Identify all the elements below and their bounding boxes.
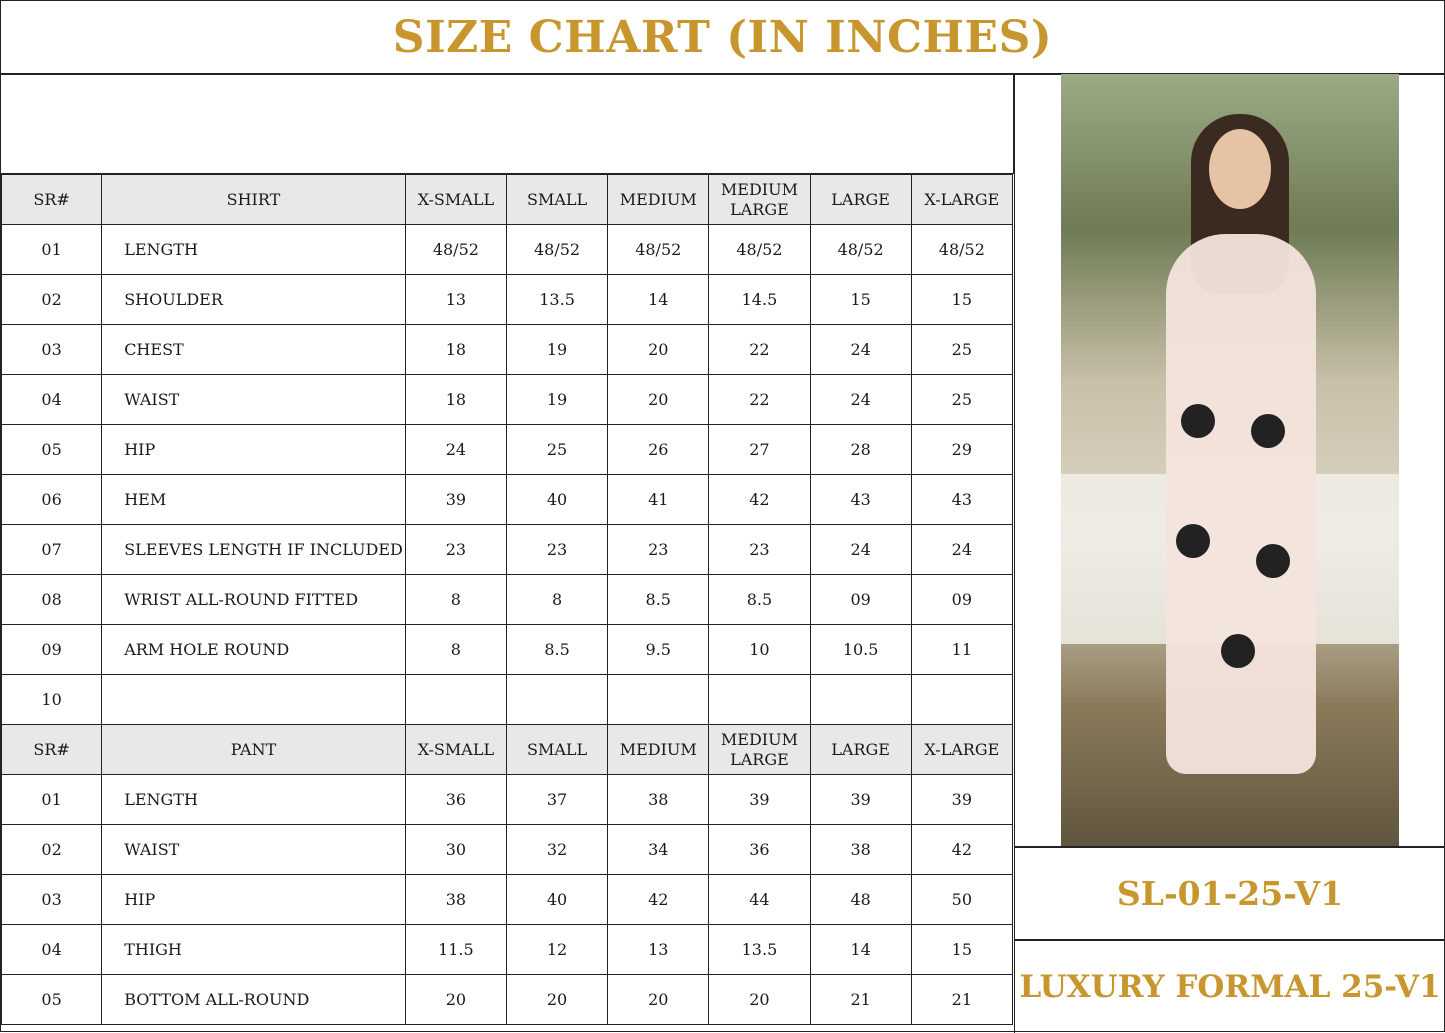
measurement-value: 38 [608, 775, 709, 825]
measurement-value: 38 [810, 825, 911, 875]
measurement-value: 13 [405, 275, 506, 325]
measurement-value [810, 675, 911, 725]
pant-sr-header: SR# [2, 725, 102, 775]
page-title: SIZE CHART (IN INCHES) [392, 11, 1053, 63]
measurement-value: 13.5 [506, 275, 607, 325]
measurement-value: 10.5 [810, 625, 911, 675]
measurement-value: 09 [810, 575, 911, 625]
measurement-value: 20 [608, 975, 709, 1025]
title-bar [1, 1, 1444, 75]
measurement-value: 13 [608, 925, 709, 975]
measurement-value: 40 [506, 475, 607, 525]
row-number: 07 [2, 525, 102, 575]
shirt-row [2, 225, 1013, 275]
row-number: 04 [2, 375, 102, 425]
measurement-value: 8.5 [709, 575, 810, 625]
measurement-value: 32 [506, 825, 607, 875]
measurement-value: 23 [405, 525, 506, 575]
model-photo [1061, 74, 1399, 846]
measurement-value: 20 [608, 375, 709, 425]
measurement-value: 18 [405, 375, 506, 425]
row-number: 05 [2, 425, 102, 475]
shirt-name-header: SHIRT [102, 175, 406, 225]
measurement-value: 39 [405, 475, 506, 525]
measurement-value: 23 [608, 525, 709, 575]
product-photo-panel [1014, 74, 1445, 846]
measurement-value: 40 [506, 875, 607, 925]
photo-dress [1166, 234, 1316, 774]
measurement-value: 22 [709, 325, 810, 375]
measurement-value: 09 [911, 575, 1012, 625]
measurement-value: 23 [506, 525, 607, 575]
shirt-row [2, 575, 1013, 625]
measurement-value: 26 [608, 425, 709, 475]
measurement-value: 21 [810, 975, 911, 1025]
measurement-value: 20 [608, 325, 709, 375]
size-header-5: LARGE [810, 725, 911, 775]
measurement-name: SHOULDER [102, 275, 406, 325]
shirt-header-row [2, 175, 1013, 225]
measurement-value: 43 [911, 475, 1012, 525]
measurement-name: HIP [102, 425, 406, 475]
measurement-value: 12 [506, 925, 607, 975]
measurement-value: 28 [810, 425, 911, 475]
row-number: 02 [2, 275, 102, 325]
size-chart-table [1, 174, 1013, 1025]
blank-band [1, 74, 1014, 174]
measurement-value: 34 [608, 825, 709, 875]
measurement-value: 15 [911, 925, 1012, 975]
measurement-value: 48/52 [810, 225, 911, 275]
measurement-value [405, 675, 506, 725]
measurement-value: 43 [810, 475, 911, 525]
measurement-value: 24 [911, 525, 1012, 575]
pant-row [2, 875, 1013, 925]
measurement-value: 10 [709, 625, 810, 675]
measurement-value: 20 [709, 975, 810, 1025]
pant-header-row [2, 725, 1013, 775]
size-header-4: MEDIUM LARGE [709, 725, 810, 775]
measurement-value: 21 [911, 975, 1012, 1025]
product-code-box [1014, 846, 1445, 939]
collection-box [1014, 939, 1445, 1033]
measurement-value: 41 [608, 475, 709, 525]
measurement-value: 36 [405, 775, 506, 825]
measurement-value: 23 [709, 525, 810, 575]
shirt-sr-header: SR# [2, 175, 102, 225]
size-header-2: SMALL [506, 725, 607, 775]
measurement-name: WRIST ALL-ROUND FITTED [102, 575, 406, 625]
measurement-name: LENGTH [102, 775, 406, 825]
collection-name: LUXURY FORMAL 25-V1 [1019, 969, 1441, 1005]
measurement-value: 36 [709, 825, 810, 875]
measurement-value: 14.5 [709, 275, 810, 325]
measurement-name: BOTTOM ALL-ROUND [102, 975, 406, 1025]
size-header-1: X-SMALL [405, 175, 506, 225]
measurement-value: 11.5 [405, 925, 506, 975]
measurement-name: THIGH [102, 925, 406, 975]
measurement-value: 8.5 [506, 625, 607, 675]
row-number: 08 [2, 575, 102, 625]
size-header-2: SMALL [506, 175, 607, 225]
shirt-row [2, 525, 1013, 575]
measurement-value: 50 [911, 875, 1012, 925]
measurement-value: 8.5 [608, 575, 709, 625]
shirt-row [2, 375, 1013, 425]
measurement-name: SLEEVES LENGTH IF INCLUDED [102, 525, 406, 575]
measurement-value: 30 [405, 825, 506, 875]
shirt-row [2, 325, 1013, 375]
measurement-value: 39 [911, 775, 1012, 825]
size-header-6: X-LARGE [911, 725, 1012, 775]
measurement-value: 18 [405, 325, 506, 375]
measurement-value: 13.5 [709, 925, 810, 975]
measurement-value: 42 [608, 875, 709, 925]
measurement-value: 9.5 [608, 625, 709, 675]
measurement-value: 22 [709, 375, 810, 425]
measurement-value: 8 [405, 625, 506, 675]
measurement-value: 25 [911, 375, 1012, 425]
measurement-value: 48/52 [405, 225, 506, 275]
measurement-value: 29 [911, 425, 1012, 475]
measurement-value: 19 [506, 375, 607, 425]
measurement-value [911, 675, 1012, 725]
row-number: 01 [2, 225, 102, 275]
measurement-value: 14 [608, 275, 709, 325]
measurement-value: 14 [810, 925, 911, 975]
pant-row [2, 825, 1013, 875]
row-number: 05 [2, 975, 102, 1025]
photo-embroidery-flower [1251, 414, 1285, 448]
photo-embroidery-flower [1181, 404, 1215, 438]
measurement-value [506, 675, 607, 725]
photo-embroidery-flower [1221, 634, 1255, 668]
measurement-value: 39 [810, 775, 911, 825]
row-number: 04 [2, 925, 102, 975]
measurement-value: 42 [709, 475, 810, 525]
pant-name-header: PANT [102, 725, 406, 775]
measurement-value: 48/52 [608, 225, 709, 275]
size-header-6: X-LARGE [911, 175, 1012, 225]
measurement-value: 39 [709, 775, 810, 825]
size-chart-body [2, 175, 1013, 1025]
measurement-value: 37 [506, 775, 607, 825]
size-header-4: MEDIUM LARGE [709, 175, 810, 225]
pant-row [2, 975, 1013, 1025]
measurement-value: 48/52 [911, 225, 1012, 275]
measurement-value: 24 [810, 525, 911, 575]
measurement-value: 19 [506, 325, 607, 375]
product-code: SL-01-25-V1 [1116, 874, 1344, 913]
measurement-name: WAIST [102, 825, 406, 875]
row-number: 09 [2, 625, 102, 675]
measurement-value: 25 [911, 325, 1012, 375]
row-number: 03 [2, 875, 102, 925]
row-number: 02 [2, 825, 102, 875]
measurement-name: CHEST [102, 325, 406, 375]
measurement-name [102, 675, 406, 725]
measurement-value: 27 [709, 425, 810, 475]
row-number: 01 [2, 775, 102, 825]
measurement-value: 48/52 [709, 225, 810, 275]
row-number: 03 [2, 325, 102, 375]
shirt-row [2, 675, 1013, 725]
measurement-name: HEM [102, 475, 406, 525]
measurement-value: 48/52 [506, 225, 607, 275]
measurement-name: LENGTH [102, 225, 406, 275]
measurement-value: 42 [911, 825, 1012, 875]
shirt-row [2, 475, 1013, 525]
measurement-value: 25 [506, 425, 607, 475]
measurement-value: 15 [911, 275, 1012, 325]
shirt-row [2, 625, 1013, 675]
measurement-value: 11 [911, 625, 1012, 675]
measurement-value: 8 [405, 575, 506, 625]
shirt-row [2, 425, 1013, 475]
measurement-value [608, 675, 709, 725]
photo-embroidery-flower [1256, 544, 1290, 578]
measurement-value: 24 [810, 325, 911, 375]
photo-embroidery-flower [1176, 524, 1210, 558]
row-number: 06 [2, 475, 102, 525]
measurement-value [709, 675, 810, 725]
size-header-3: MEDIUM [608, 725, 709, 775]
shirt-row [2, 275, 1013, 325]
measurement-value: 15 [810, 275, 911, 325]
measurement-value: 24 [405, 425, 506, 475]
size-header-3: MEDIUM [608, 175, 709, 225]
measurement-value: 48 [810, 875, 911, 925]
measurement-value: 24 [810, 375, 911, 425]
pant-row [2, 925, 1013, 975]
size-header-5: LARGE [810, 175, 911, 225]
size-header-1: X-SMALL [405, 725, 506, 775]
measurement-value: 38 [405, 875, 506, 925]
pant-row [2, 775, 1013, 825]
measurement-value: 20 [506, 975, 607, 1025]
measurement-name: ARM HOLE ROUND [102, 625, 406, 675]
measurement-name: WAIST [102, 375, 406, 425]
row-number: 10 [2, 675, 102, 725]
measurement-value: 20 [405, 975, 506, 1025]
measurement-value: 44 [709, 875, 810, 925]
measurement-value: 8 [506, 575, 607, 625]
measurement-name: HIP [102, 875, 406, 925]
photo-face [1209, 129, 1271, 209]
